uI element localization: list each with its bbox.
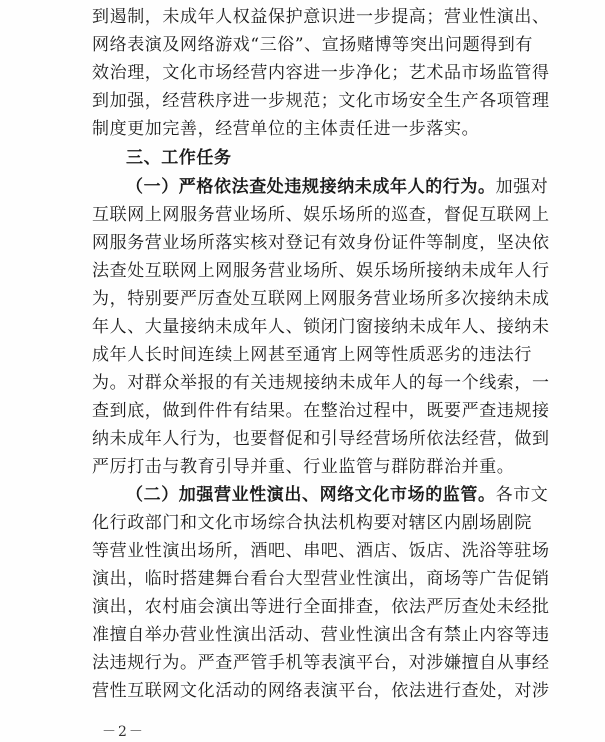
task-one-line-11: 严厉打击与教育引导并重、行业监管与群防群治并重。: [92, 457, 515, 477]
task-one-line-9: 查到底，做到件件有结果。在整治过程中，既要严查违规接: [92, 401, 550, 421]
intro-line-4: 到加强，经营秩序进一步规范；文化市场安全生产各项管理: [92, 91, 550, 111]
page-number: －2－: [102, 724, 145, 740]
task-one-line-10: 纳未成年人行为，也要督促和引导经营场所依法经营，做到: [92, 429, 550, 449]
task-two-line-4: 演出，临时搭建舞台看台大型营业性演出，商场等广告促销: [92, 569, 550, 589]
task-two-line-5: 演出，农村庙会演出等进行全面排查，依法严厉查处未经批: [92, 597, 550, 617]
intro-line-5: 制度更加完善，经营单位的主体责任进一步落实。: [92, 119, 480, 139]
task-one-first-rest: 加强对: [495, 177, 549, 197]
intro-line-1: 到遏制，未成年人权益保护意识进一步提高；营业性演出、: [92, 7, 550, 27]
task-two-line-7: 法违规行为。严查严管手机等表演平台，对涉嫌擅自从事经: [92, 653, 550, 673]
task-two-line-8: 营性互联网文化活动的网络表演平台，依法进行查处，对涉: [92, 681, 550, 701]
task-one-line-2: 互联网上网服务营业场所、娱乐场所的巡查，督促互联网上: [92, 205, 550, 225]
task-one-lead: （一）严格依法查处违规接纳未成年人的行为。: [126, 177, 496, 197]
task-two-lead: （二）加强营业性演出、网络文化市场的监管。: [126, 485, 496, 505]
task-two-first-line: [126, 484, 605, 506]
intro-line-3: 效治理，文化市场经营内容进一步净化；艺术品市场监管得: [92, 63, 550, 83]
intro-line-2: 网络表演及网络游戏“三俗”、宣扬赌博等突出问题得到有: [92, 35, 533, 55]
task-one-line-5: 为，特别要严厉查处互联网上网服务营业场所多次接纳未成: [92, 289, 550, 309]
task-two-line-3: 等营业性演出场所，酒吧、串吧、酒店、饭店、洗浴等驻场: [92, 541, 550, 561]
task-two-first-rest: 各市文: [495, 485, 549, 505]
task-one-line-4: 法查处互联网上网服务营业场所、娱乐场所接纳未成年人行: [92, 261, 550, 281]
section-heading-work-tasks: 三、工作任务: [126, 148, 232, 168]
task-two-line-2: 化行政部门和文化市场综合执法机构要对辖区内剧场剧院: [92, 513, 532, 533]
task-one-first-line: [126, 176, 605, 198]
task-one-line-6: 年人、大量接纳未成年人、锁闭门窗接纳未成年人、接纳未: [92, 317, 550, 337]
task-one-line-3: 网服务营业场所落实核对登记有效身份证件等制度，坚决依: [92, 233, 550, 253]
task-two-line-6: 准擅自举办营业性演出活动、营业性演出含有禁止内容等违: [92, 625, 550, 645]
task-one-line-7: 成年人长时间连续上网甚至通宵上网等性质恶劣的违法行: [92, 345, 532, 365]
task-one-line-8: 为。对群众举报的有关违规接纳未成年人的每一个线索，一: [92, 373, 550, 393]
